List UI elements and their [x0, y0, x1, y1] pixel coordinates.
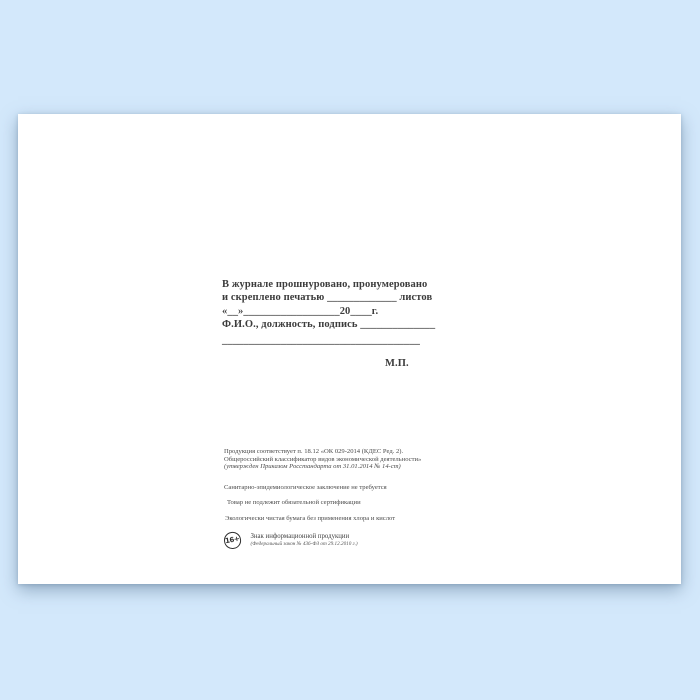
age-16-plus-icon: 16+	[223, 530, 242, 549]
document-page	[18, 114, 681, 584]
age-rating-label: Знак информационной продукции	[250, 532, 350, 540]
binding-line: В журнале прошнуровано, пронумеровано	[222, 279, 428, 290]
age-rating-text	[251, 531, 358, 548]
binding-line-signature-blank: Ф.И.О., должность, подпись ______________	[222, 319, 436, 331]
standard-reference-line: Продукция соответствует п. 18.12 «ОК 029-2014 (КДЕС Ред. 2).	[224, 448, 404, 455]
sanitary-statement: Санитарно-эпидемиологическое заключение не требуется	[224, 483, 387, 491]
age-rating-row	[224, 531, 504, 549]
age-rating-law-note: (Федеральный закон № 436-ФЗ от 29.12.2010 г.)	[250, 540, 358, 547]
binding-statement-block	[222, 278, 452, 370]
seal-placeholder: М.П.	[385, 357, 409, 369]
standard-reference-line: Общероссийский классификатор видов экономической деятельности»	[224, 455, 422, 463]
binding-line-underscore-rule: _____________________________________	[222, 334, 420, 346]
binding-line: и скреплено печатью _____________ листов	[222, 292, 433, 304]
certification-statement: Товар не подлежит обязательной сертификации	[227, 499, 361, 507]
compliance-block	[224, 448, 504, 548]
binding-line-date-blank: «__»__________________20____г.	[222, 305, 379, 317]
eco-paper-statement: Экологически чистая бумага без применения хлора и кислот	[225, 514, 396, 522]
standard-approval-note: (утвержден Приказом Росстандарта от 31.01.2014 № 14-ст)	[224, 463, 401, 471]
